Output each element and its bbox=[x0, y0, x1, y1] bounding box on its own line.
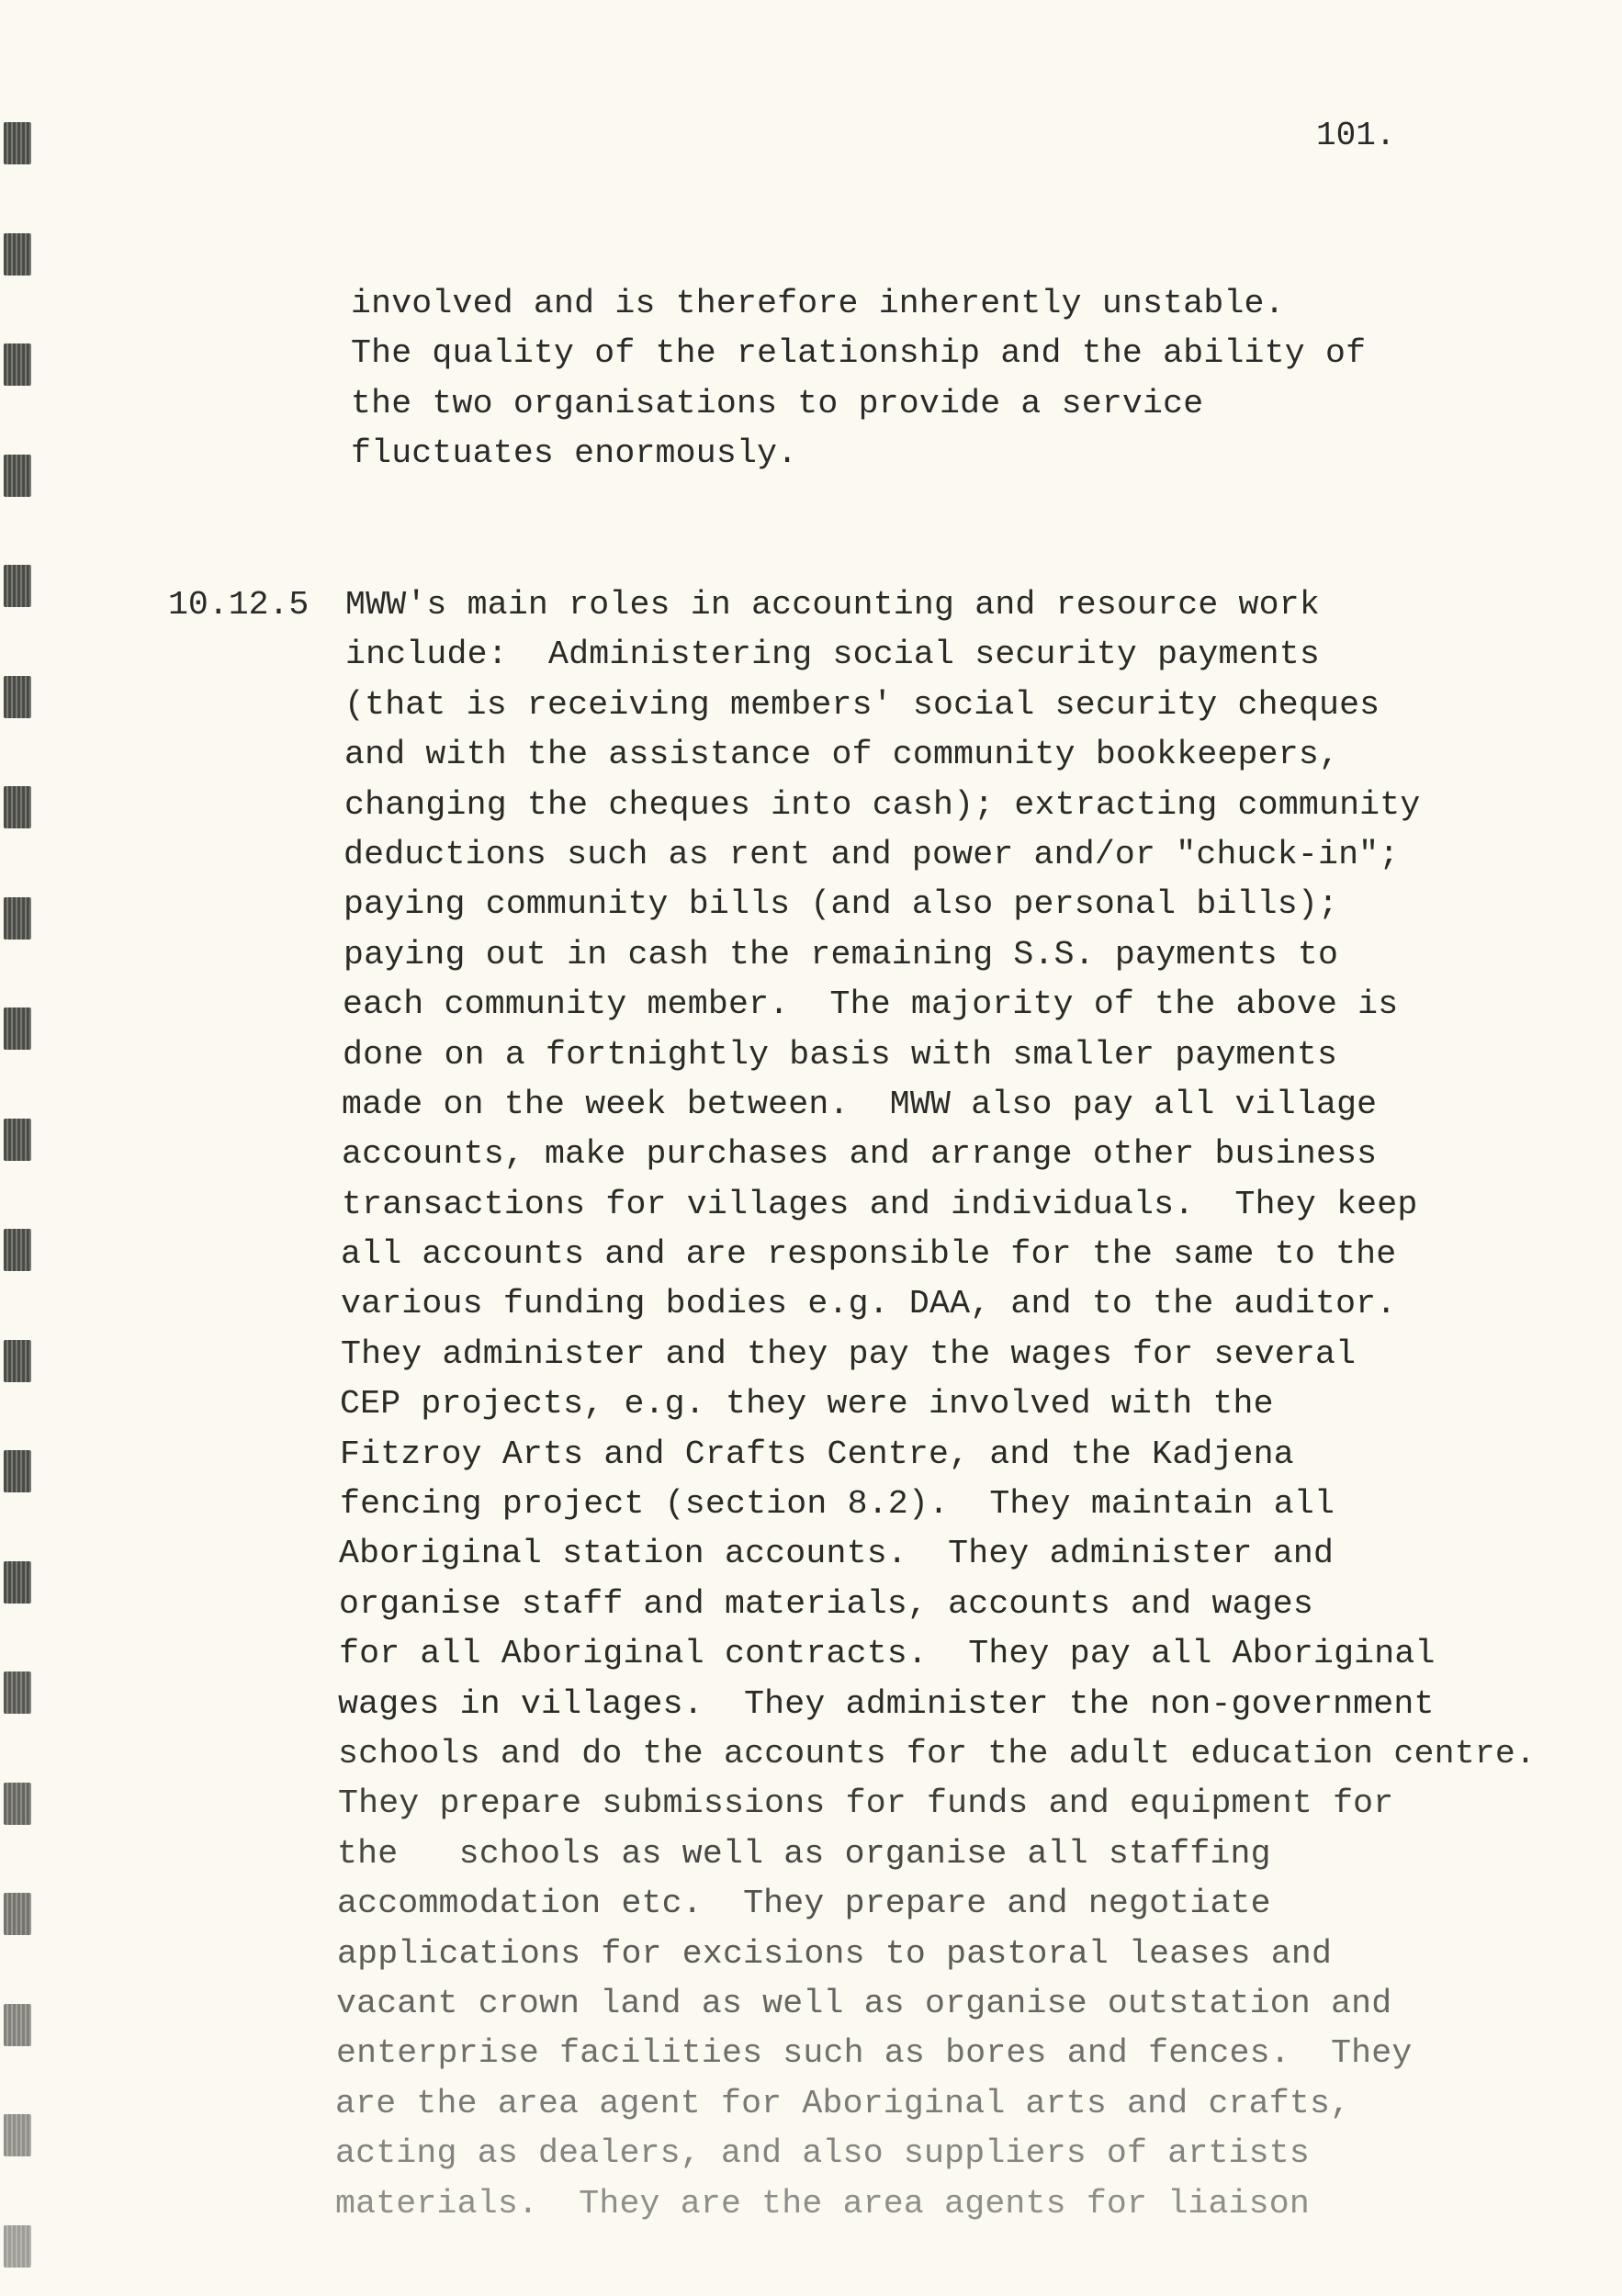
text-line: changing the cheques into cash); extracting community bbox=[344, 785, 1421, 824]
text-line: enterprise facilities such as bores and fences. They bbox=[336, 2034, 1413, 2073]
text-line: the schools as well as organise all staffing bbox=[337, 1834, 1271, 1873]
binding-hole bbox=[4, 1450, 31, 1492]
text-line: the two organisations to provide a service bbox=[351, 384, 1204, 422]
binding-hole bbox=[4, 786, 31, 828]
binding-hole bbox=[4, 565, 31, 607]
paragraph-continuation bbox=[351, 279, 1366, 479]
text-line: for all Aboriginal contracts. They pay all Aboriginal bbox=[339, 1635, 1436, 1673]
text-line: paying community bills (and also personal bills); bbox=[344, 885, 1339, 924]
binding-hole bbox=[4, 1229, 31, 1271]
binding-hole bbox=[4, 1007, 31, 1050]
page-number: 101. bbox=[1316, 117, 1396, 154]
text-line: involved and is therefore inherently unstable. bbox=[351, 285, 1285, 322]
text-line: each community member. The majority of the above is bbox=[343, 985, 1399, 1024]
text-line: MWW's main roles in accounting and resource work bbox=[345, 586, 1320, 624]
text-line: acting as dealers, and also suppliers of artists bbox=[335, 2134, 1310, 2173]
binding-hole bbox=[4, 2114, 31, 2156]
binding-hole bbox=[4, 233, 31, 276]
binding-hole bbox=[4, 122, 31, 164]
text-line: applications for excisions to pastoral leases and bbox=[337, 1934, 1333, 1973]
text-line: done on a fortnightly basis with smaller payments bbox=[343, 1035, 1338, 1074]
binding-hole bbox=[4, 343, 31, 386]
text-line: Fitzroy Arts and Crafts Centre, and the Kadjena bbox=[340, 1435, 1294, 1473]
binding-hole bbox=[4, 897, 31, 940]
binding-hole bbox=[4, 2004, 31, 2046]
text-line: CEP projects, e.g. they were involved with the bbox=[340, 1385, 1274, 1424]
text-line: schools and do the accounts for the adult education centre. bbox=[338, 1734, 1537, 1773]
text-line: (that is receiving members' social security cheques bbox=[344, 685, 1380, 724]
binding-hole bbox=[4, 1783, 31, 1825]
text-line: vacant crown land as well as organise outstation and bbox=[336, 1984, 1392, 2022]
text-line: accommodation etc. They prepare and negotiate bbox=[337, 1885, 1271, 1923]
text-line: paying out in cash the remaining S.S. payments to bbox=[344, 935, 1339, 974]
binding-hole bbox=[4, 1561, 31, 1604]
text-line: and with the assistance of community bookkeepers, bbox=[344, 736, 1340, 774]
text-line: transactions for villages and individuals. They keep bbox=[342, 1185, 1418, 1223]
section-number: 10.12.5 bbox=[168, 586, 310, 624]
text-line: all accounts and are responsible for the same to the bbox=[341, 1235, 1397, 1274]
binding-hole bbox=[4, 1671, 31, 1714]
binding-hole bbox=[4, 1340, 31, 1382]
text-line: include: Administering social security payments bbox=[345, 636, 1320, 674]
text-line: fencing project (section 8.2). They maintain all bbox=[340, 1485, 1335, 1524]
section-paragraph bbox=[335, 580, 1537, 2229]
binding-hole bbox=[4, 1893, 31, 1935]
text-line: various funding bodies e.g. DAA, and to the auditor. bbox=[341, 1285, 1397, 1323]
text-line: accounts, make purchases and arrange other business bbox=[342, 1135, 1378, 1174]
text-line: Aboriginal station accounts. They administer and bbox=[339, 1535, 1335, 1573]
text-line: made on the week between. MWW also pay all village bbox=[342, 1085, 1378, 1123]
text-line: deductions such as rent and power and/or "chuck-in"; bbox=[344, 835, 1400, 873]
text-line: are the area agent for Aboriginal arts and crafts, bbox=[335, 2084, 1351, 2122]
binding-hole bbox=[4, 2225, 31, 2268]
binding-hole bbox=[4, 1119, 31, 1161]
text-line: wages in villages. They administer the non-government bbox=[338, 1684, 1435, 1723]
text-line: They prepare submissions for funds and equipment for bbox=[338, 1784, 1394, 1823]
binding-hole bbox=[4, 676, 31, 718]
text-line: The quality of the relationship and the ability of bbox=[351, 334, 1367, 373]
binding-holes bbox=[0, 0, 37, 2296]
text-line: They administer and they pay the wages for several bbox=[341, 1334, 1357, 1373]
text-line: materials. They are the area agents for liaison bbox=[335, 2184, 1310, 2223]
text-line: fluctuates enormously. bbox=[351, 434, 798, 473]
text-line: organise staff and materials, accounts and wages bbox=[339, 1584, 1313, 1623]
binding-hole bbox=[4, 455, 31, 497]
